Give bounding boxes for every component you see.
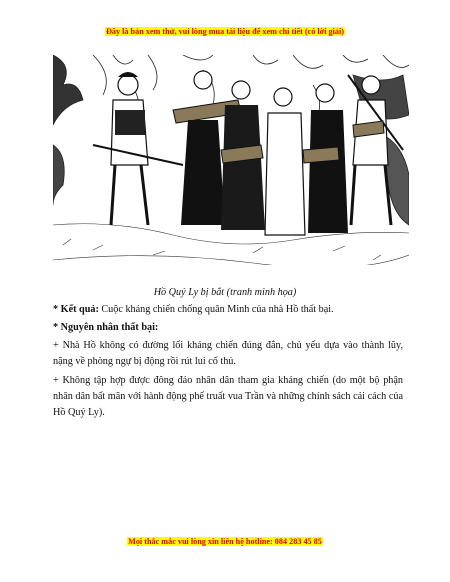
- causes-heading: * Nguyên nhân thất bại:: [53, 322, 159, 333]
- preview-notice-text: Đây là bản xem thử, vui lòng mua tài liệu để xem chi tiết (có lời giải): [105, 27, 344, 36]
- hotline-banner: [0, 537, 450, 546]
- cause-paragraph-2: + Không tập hợp được đông đảo nhân dân tham gia kháng chiến (do một bộ phận nhân dân bất mãn với hành động phế truất vua Trần và những chính sách cải cách của Hồ Quý Ly).: [53, 375, 403, 418]
- result-paragraph: [53, 302, 403, 318]
- illustration-ho-quy-ly-captured: [53, 55, 409, 265]
- preview-notice-banner: [0, 27, 450, 36]
- soldier-left: [93, 72, 183, 225]
- hotline-text: Mọi thắc mắc vui lòng xin liên hệ hotline: 084 283 45 85: [128, 537, 322, 546]
- cause-paragraph-1: + Nhà Hồ không có đường lối kháng chiến đúng đắn, chủ yếu dựa vào thành lũy, nặng về phòng ngự bị động rồi rút lui cố thủ.: [53, 340, 403, 367]
- figure-caption: Hồ Quý Ly bị bắt (tranh minh họa): [153, 287, 297, 298]
- prisoners-group: [173, 71, 348, 235]
- result-text: Cuộc kháng chiến chống quân Minh của nhà Hồ thất bại.: [98, 304, 334, 315]
- result-label: * Kết quả:: [53, 304, 99, 315]
